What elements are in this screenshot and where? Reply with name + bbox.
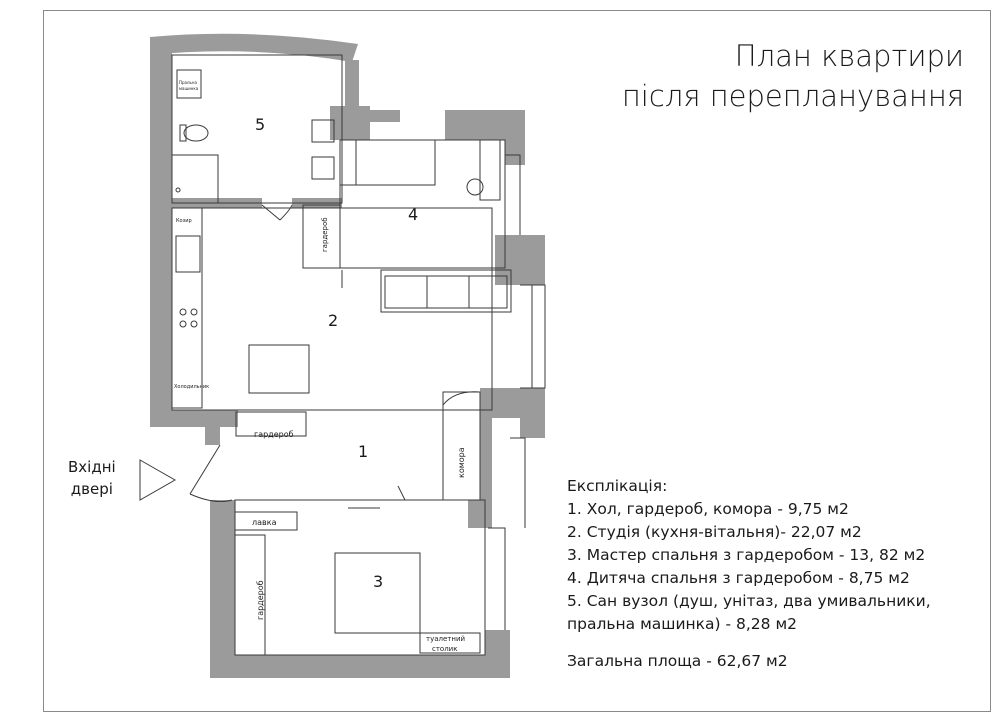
wall-segment xyxy=(150,410,238,427)
pantry-label: комора xyxy=(457,447,466,478)
wall-segment xyxy=(330,106,370,140)
legend-item: 3. Мастер спальня з гардеробом - 13, 82 м2 xyxy=(567,546,926,564)
window xyxy=(488,528,505,630)
door-leaf xyxy=(262,205,280,220)
washing-machine-label-line1: Пральна xyxy=(179,80,197,85)
wall-segment xyxy=(210,500,235,678)
legend-item: 5. Сан вузол (душ, унітаз, два умивальники, xyxy=(567,592,931,610)
window xyxy=(505,155,520,235)
sink xyxy=(176,236,200,272)
wall-segment xyxy=(150,34,358,62)
room-4-wardrobe-label: гардероб xyxy=(321,217,329,252)
wall-segment xyxy=(495,235,545,285)
hall-wardrobe-label: гардероб xyxy=(254,430,294,439)
wall-segment xyxy=(480,388,525,418)
legend xyxy=(567,475,931,673)
wall-segment xyxy=(345,60,359,107)
shower-drain xyxy=(176,188,180,192)
burner xyxy=(191,321,197,327)
walls xyxy=(150,34,545,678)
chair xyxy=(467,179,483,195)
wall-segment xyxy=(150,205,172,427)
legend-heading: Експлікація: xyxy=(567,477,668,495)
pantry-curve xyxy=(443,392,480,405)
legend-item: 4. Дитяча спальня з гардеробом - 8,75 м2 xyxy=(567,569,910,587)
door-swing xyxy=(280,205,292,220)
dining-table xyxy=(249,345,309,393)
room-number-1: 1 xyxy=(358,442,369,461)
room-number-5: 5 xyxy=(255,115,266,134)
door-leaf xyxy=(398,486,405,500)
room-number-3: 3 xyxy=(373,572,384,591)
vanity-label-line2: столик xyxy=(432,645,458,653)
desk xyxy=(480,140,500,200)
pantry xyxy=(443,392,480,500)
washbasin xyxy=(312,157,334,179)
wall-segment xyxy=(210,655,510,678)
washing-machine-label-line2: машинка xyxy=(179,86,199,91)
entry-arrow xyxy=(140,460,175,500)
wall-segment xyxy=(370,110,400,122)
toilet xyxy=(184,125,208,141)
legend-item: 1. Хол, гардероб, комора - 9,75 м2 xyxy=(567,500,849,518)
kozyr-label: Козир xyxy=(176,218,192,224)
wall-segment xyxy=(505,110,525,165)
studio-outline xyxy=(172,208,492,410)
bench-label: лавка xyxy=(252,518,277,527)
fridge-label: Холодильник xyxy=(174,384,210,390)
plan-title-line2: після перепланування xyxy=(621,79,964,113)
burner xyxy=(180,321,186,327)
wall-segment xyxy=(150,37,172,205)
entry-label xyxy=(68,456,116,500)
sofa-cushion xyxy=(427,276,469,308)
plan-lines xyxy=(140,55,545,655)
bed-double xyxy=(335,553,420,633)
sofa-cushion xyxy=(385,276,427,308)
burner xyxy=(180,309,186,315)
shower xyxy=(172,155,218,203)
entry-door-leaf xyxy=(190,445,220,494)
legend-total: Загальна площа - 62,67 м2 xyxy=(567,652,788,670)
plan-title-line1: План квартири xyxy=(734,39,964,73)
entry-label-line1: Вхідні xyxy=(68,458,116,476)
bedroom-wardrobe-label: гардероб xyxy=(256,580,265,620)
room-number-2: 2 xyxy=(328,311,339,330)
vanity-label-line1: туалетний xyxy=(426,635,466,643)
window xyxy=(510,438,525,528)
wall-segment xyxy=(485,630,510,678)
burner xyxy=(191,309,197,315)
legend-item: пральна машинка) - 8,28 м2 xyxy=(567,615,798,633)
room-number-4: 4 xyxy=(408,205,419,224)
bed-single xyxy=(340,140,435,185)
entry-label-line2: двері xyxy=(70,480,113,498)
legend-item: 2. Студія (кухня-вітальня)- 22,07 м2 xyxy=(567,523,862,541)
toilet-tank xyxy=(180,125,186,141)
wall-segment xyxy=(205,410,220,445)
